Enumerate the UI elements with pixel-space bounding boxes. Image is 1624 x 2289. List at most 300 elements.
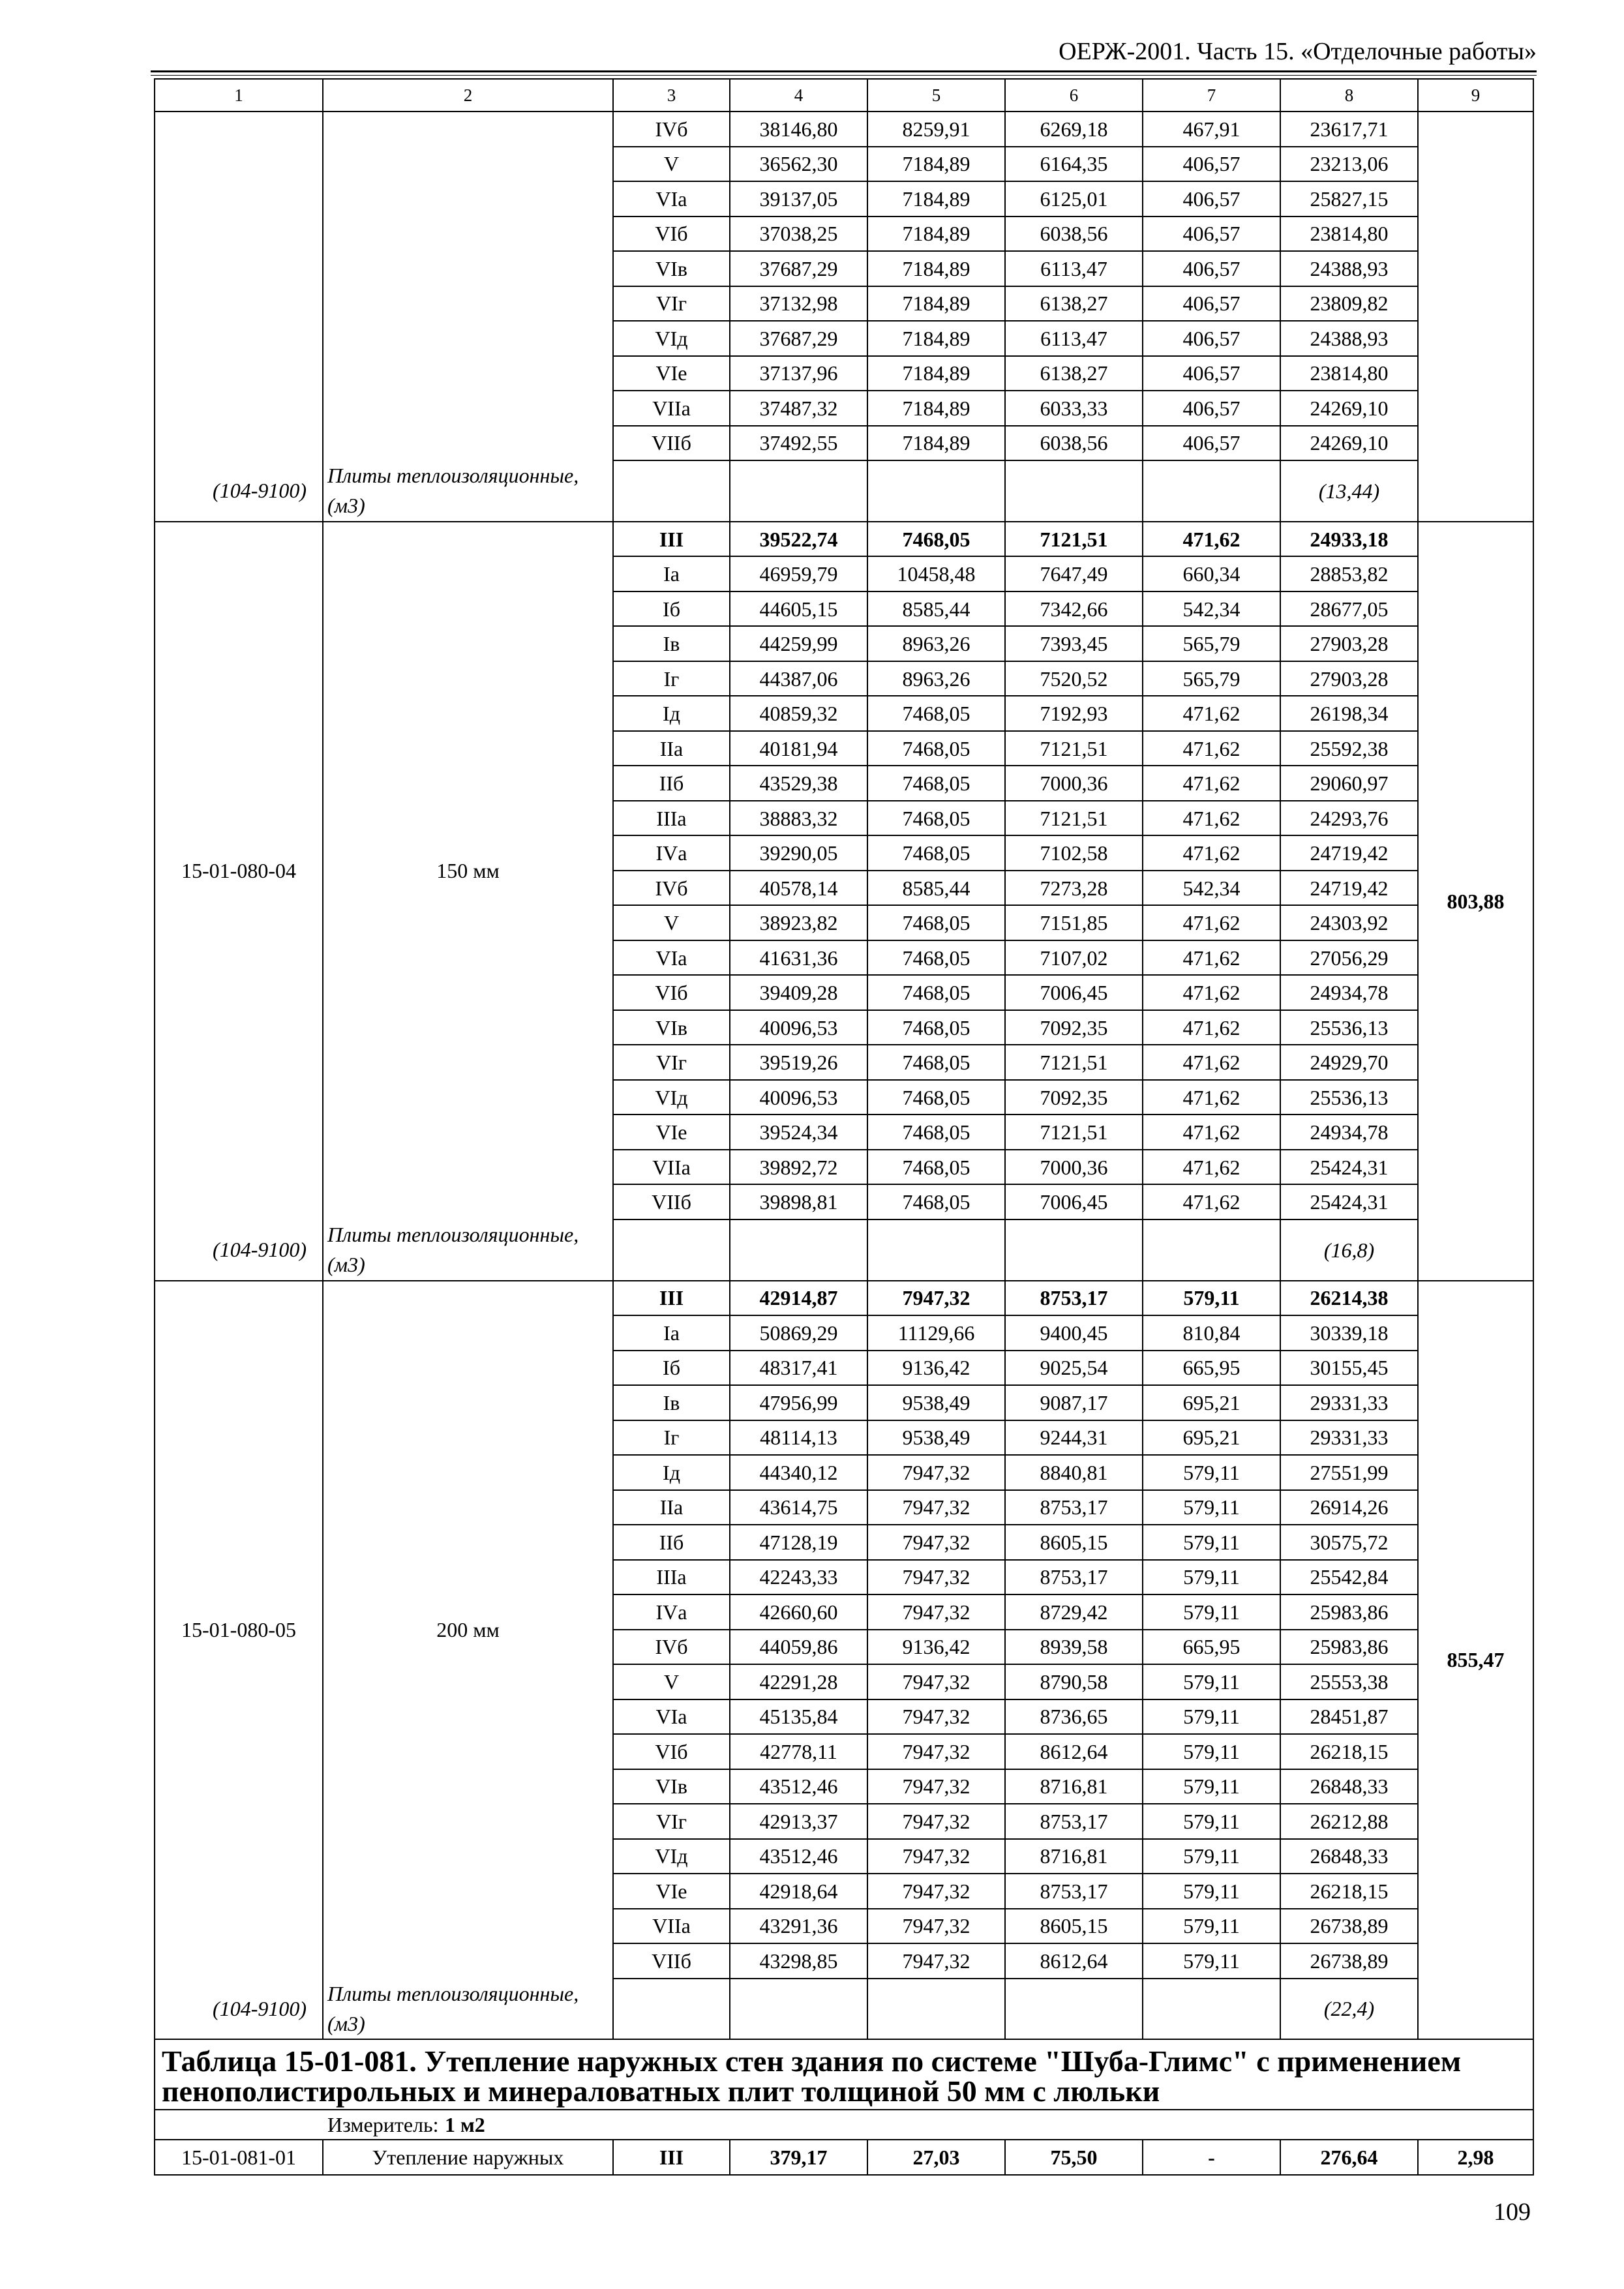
empty-cell	[1005, 460, 1143, 522]
region-cell: VIIб	[613, 1184, 730, 1219]
region-cell: Iд	[613, 1455, 730, 1490]
region-cell: Iб	[613, 1351, 730, 1386]
value-cell-c5: 7184,89	[867, 321, 1005, 356]
region-cell: VIг	[613, 286, 730, 322]
value-cell-c5: 7468,05	[867, 522, 1005, 557]
region-cell: VIг	[613, 1045, 730, 1080]
value-cell-c7: 471,62	[1143, 766, 1280, 801]
region-cell: IIIа	[613, 1560, 730, 1595]
value-cell-c6: 8716,81	[1005, 1769, 1143, 1804]
value-cell-c5: 7184,89	[867, 391, 1005, 426]
region-cell: VIIа	[613, 1150, 730, 1185]
value-cell-c7: 660,34	[1143, 556, 1280, 591]
column-header-row	[155, 79, 1533, 112]
region-cell: VIг	[613, 1804, 730, 1839]
value-cell-c4: 39290,05	[730, 835, 867, 871]
value-cell-c8: 24933,18	[1280, 522, 1418, 557]
material-name-cell	[323, 1979, 613, 2040]
value-cell-c7: 579,11	[1143, 1909, 1280, 1944]
value-cell-c6: 7121,51	[1005, 801, 1143, 836]
value-cell-c5: 9538,49	[867, 1385, 1005, 1420]
value-cell-c5: 8259,91	[867, 112, 1005, 147]
value-cell-c6: 6125,01	[1005, 181, 1143, 217]
value-cell-c5: 9136,42	[867, 1630, 1005, 1665]
value-cell-c4: 40578,14	[730, 871, 867, 906]
value-cell-c7: 471,62	[1143, 940, 1280, 976]
empty-cell	[613, 460, 730, 522]
region-cell: VIIа	[613, 391, 730, 426]
value-cell-c4: 39137,05	[730, 181, 867, 217]
value-cell-c6: 9087,17	[1005, 1385, 1143, 1420]
value-cell-c4: 37492,55	[730, 426, 867, 461]
value-cell-c5: 7947,32	[867, 1804, 1005, 1839]
value-cell-c6: 8605,15	[1005, 1909, 1143, 1944]
empty-cell	[1005, 1219, 1143, 1281]
material-qty-cell	[1280, 460, 1418, 522]
region-cell: VIб	[613, 217, 730, 252]
value-cell-c5: 27,03	[867, 2140, 1005, 2175]
value-cell-c8: 25983,86	[1280, 1594, 1418, 1630]
value-cell-c6: 7151,85	[1005, 905, 1143, 940]
value-cell-c7: 695,21	[1143, 1385, 1280, 1420]
value-cell-c8: 26738,89	[1280, 1943, 1418, 1979]
column-header: 8	[1280, 79, 1418, 112]
value-cell-c8: 30155,45	[1280, 1351, 1418, 1386]
material-code: (104-9100)	[213, 1996, 307, 2020]
region-cell: VIIа	[613, 1909, 730, 1944]
value-cell-c8: 23617,71	[1280, 112, 1418, 147]
value-cell-c5: 7947,32	[867, 1909, 1005, 1944]
region-cell: IIб	[613, 766, 730, 801]
value-cell-c8: 27551,99	[1280, 1455, 1418, 1490]
value-cell-c5: 7468,05	[867, 731, 1005, 766]
material-qty: (13,44)	[1318, 479, 1380, 503]
region-cell: VIа	[613, 940, 730, 976]
region-cell: VIа	[613, 1699, 730, 1735]
value-cell-c4: 38923,82	[730, 905, 867, 940]
value-cell-c6: 6113,47	[1005, 321, 1143, 356]
empty-cell	[1143, 1979, 1280, 2040]
value-cell-c6: 8753,17	[1005, 1804, 1143, 1839]
value-cell-c7: 579,11	[1143, 1594, 1280, 1630]
value-cell-c5: 8963,26	[867, 661, 1005, 696]
region-cell: VIа	[613, 181, 730, 217]
value-cell-c6: 7393,45	[1005, 626, 1143, 661]
empty-cell	[613, 1979, 730, 2040]
region-cell: VIIб	[613, 426, 730, 461]
material-code-cell	[155, 1979, 323, 2040]
value-cell-c8: 25827,15	[1280, 181, 1418, 217]
value-cell-c5: 9538,49	[867, 1420, 1005, 1456]
region-cell: VIб	[613, 1734, 730, 1769]
value-cell-c7: 579,11	[1143, 1560, 1280, 1595]
value-cell-c5: 10458,48	[867, 556, 1005, 591]
value-cell-c8: 24269,10	[1280, 426, 1418, 461]
region-cell: Iг	[613, 1420, 730, 1456]
value-cell-c4: 44059,86	[730, 1630, 867, 1665]
region-cell: VIб	[613, 975, 730, 1010]
region-cell: III	[613, 2140, 730, 2175]
empty-cell	[730, 460, 867, 522]
name-cell: Утепление наружных	[323, 2140, 613, 2175]
value-cell-c4: 38883,32	[730, 801, 867, 836]
value-cell-c4: 38146,80	[730, 112, 867, 147]
region-cell: IVа	[613, 1594, 730, 1630]
empty-cell	[1143, 1219, 1280, 1281]
value-cell-c5: 7947,32	[867, 1490, 1005, 1525]
value-cell-c6: 7102,58	[1005, 835, 1143, 871]
value-cell-c6: 8840,81	[1005, 1455, 1143, 1490]
value-cell-c5: 7468,05	[867, 1080, 1005, 1115]
value-cell-c8: 27056,29	[1280, 940, 1418, 976]
value-cell-c4: 45135,84	[730, 1699, 867, 1735]
value-cell-c8: 25424,31	[1280, 1184, 1418, 1219]
value-cell-c8: 30575,72	[1280, 1525, 1418, 1560]
value-cell-c7: 665,95	[1143, 1351, 1280, 1386]
value-cell-c4: 40859,32	[730, 696, 867, 731]
region-cell: V	[613, 147, 730, 182]
material-name: Плиты теплоизоляционные, (м3)	[327, 1222, 579, 1277]
value-cell-c7: 467,91	[1143, 112, 1280, 147]
value-cell-c4: 47956,99	[730, 1385, 867, 1420]
value-cell-c5: 7468,05	[867, 696, 1005, 731]
value-cell-c8: 24719,42	[1280, 871, 1418, 906]
name-cell-empty	[323, 112, 613, 460]
value-cell-c8: 25536,13	[1280, 1080, 1418, 1115]
value-cell-c4: 47128,19	[730, 1525, 867, 1560]
value-cell-c7: 406,57	[1143, 391, 1280, 426]
value-cell-c5: 7947,32	[867, 1943, 1005, 1979]
code-cell: 15-01-080-04	[155, 522, 323, 1219]
value-cell-c4: 43529,38	[730, 766, 867, 801]
total-cell: 2,98	[1418, 2140, 1533, 2175]
value-cell-c5: 7468,05	[867, 1184, 1005, 1219]
value-cell-c4: 39524,34	[730, 1115, 867, 1150]
value-cell-c7: 579,11	[1143, 1490, 1280, 1525]
value-cell-c7: 810,84	[1143, 1315, 1280, 1351]
value-cell-c7: 406,57	[1143, 356, 1280, 391]
value-cell-c7: 471,62	[1143, 835, 1280, 871]
value-cell-c7: 579,11	[1143, 1804, 1280, 1839]
value-cell-c4: 46959,79	[730, 556, 867, 591]
value-cell-c4: 42291,28	[730, 1664, 867, 1699]
value-cell-c5: 11129,66	[867, 1315, 1005, 1351]
value-cell-c8: 24269,10	[1280, 391, 1418, 426]
value-cell-c6: 6038,56	[1005, 426, 1143, 461]
value-cell-c4: 44387,06	[730, 661, 867, 696]
value-cell-c5: 7947,32	[867, 1594, 1005, 1630]
value-cell-c4: 43291,36	[730, 1909, 867, 1944]
material-row	[155, 460, 1533, 522]
value-cell-c8: 24388,93	[1280, 321, 1418, 356]
value-cell-c4: 42660,60	[730, 1594, 867, 1630]
value-cell-c6: 7121,51	[1005, 1115, 1143, 1150]
value-cell-c4: 39892,72	[730, 1150, 867, 1185]
value-cell-c7: 471,62	[1143, 975, 1280, 1010]
value-cell-c7: 565,79	[1143, 626, 1280, 661]
column-header: 1	[155, 79, 323, 112]
page-header: ОЕРЖ-2001. Часть 15. «Отделочные работы»	[1059, 38, 1537, 65]
value-cell-c8: 28853,82	[1280, 556, 1418, 591]
value-cell-c4: 37487,32	[730, 391, 867, 426]
value-cell-c8: 24293,76	[1280, 801, 1418, 836]
material-name: Плиты теплоизоляционные, (м3)	[327, 1981, 579, 2035]
value-cell-c5: 7947,32	[867, 1664, 1005, 1699]
material-qty-cell	[1280, 1219, 1418, 1281]
empty-cell	[1143, 460, 1280, 522]
value-cell-c7: 471,62	[1143, 1010, 1280, 1045]
value-cell-c7: 471,62	[1143, 696, 1280, 731]
column-header: 9	[1418, 79, 1533, 112]
empty-cell	[867, 1219, 1005, 1281]
value-cell-c8: 26738,89	[1280, 1909, 1418, 1944]
region-cell: VIв	[613, 251, 730, 286]
value-cell-c5: 9136,42	[867, 1351, 1005, 1386]
value-cell-c6: 8612,64	[1005, 1734, 1143, 1769]
value-cell-c8: 26218,15	[1280, 1874, 1418, 1909]
value-cell-c4: 36562,30	[730, 147, 867, 182]
column-header: 2	[323, 79, 613, 112]
value-cell-c5: 7184,89	[867, 251, 1005, 286]
value-cell-c4: 39522,74	[730, 522, 867, 557]
region-cell: V	[613, 905, 730, 940]
value-cell-c7: 471,62	[1143, 522, 1280, 557]
region-cell: VIд	[613, 321, 730, 356]
value-cell-c8: 25983,86	[1280, 1630, 1418, 1665]
value-cell-c8: 25553,38	[1280, 1664, 1418, 1699]
column-header: 4	[730, 79, 867, 112]
value-cell-c4: 48317,41	[730, 1351, 867, 1386]
value-cell-c7: 471,62	[1143, 1184, 1280, 1219]
value-cell-c4: 42778,11	[730, 1734, 867, 1769]
value-cell-c6: 6038,56	[1005, 217, 1143, 252]
value-cell-c7: 406,57	[1143, 181, 1280, 217]
value-cell-c7: 542,34	[1143, 871, 1280, 906]
value-cell-c7: 406,57	[1143, 217, 1280, 252]
value-cell-c5: 7468,05	[867, 940, 1005, 976]
material-code-cell	[155, 1219, 323, 1281]
value-cell-c8: 23814,80	[1280, 217, 1418, 252]
region-cell: VIв	[613, 1769, 730, 1804]
value-cell-c7: 579,11	[1143, 1281, 1280, 1316]
region-cell: VIIб	[613, 1943, 730, 1979]
value-cell-c5: 7947,32	[867, 1281, 1005, 1316]
page-number: 109	[1494, 2198, 1531, 2226]
value-cell-c7: 565,79	[1143, 661, 1280, 696]
value-cell-c7: 471,62	[1143, 1045, 1280, 1080]
region-cell: VIе	[613, 1115, 730, 1150]
value-cell-c6: 6113,47	[1005, 251, 1143, 286]
value-cell-c7: 406,57	[1143, 147, 1280, 182]
value-cell-c5: 7184,89	[867, 217, 1005, 252]
value-cell-c6: 8753,17	[1005, 1281, 1143, 1316]
region-cell: Iа	[613, 1315, 730, 1351]
value-cell-c7: 579,11	[1143, 1664, 1280, 1699]
region-cell: IVа	[613, 835, 730, 871]
value-cell-c4: 40181,94	[730, 731, 867, 766]
region-cell: Iд	[613, 696, 730, 731]
value-cell-c5: 7468,05	[867, 801, 1005, 836]
value-cell-c4: 42914,87	[730, 1281, 867, 1316]
price-table	[154, 78, 1534, 2176]
value-cell-c8: 28677,05	[1280, 591, 1418, 627]
region-cell: VIе	[613, 1874, 730, 1909]
region-cell: Iв	[613, 626, 730, 661]
value-cell-c5: 7947,32	[867, 1699, 1005, 1735]
value-cell-c6: 8939,58	[1005, 1630, 1143, 1665]
value-cell-c7: 579,11	[1143, 1525, 1280, 1560]
value-cell-c6: 7520,52	[1005, 661, 1143, 696]
total-cell-empty	[1418, 112, 1533, 522]
value-cell-c6: 7121,51	[1005, 1045, 1143, 1080]
total-cell: 855,47	[1418, 1281, 1533, 2040]
value-cell-c8: 276,64	[1280, 2140, 1418, 2175]
region-cell: VIв	[613, 1010, 730, 1045]
value-cell-c4: 43512,46	[730, 1839, 867, 1874]
code-cell: 15-01-081-01	[155, 2140, 323, 2175]
measure-label: Измеритель:	[327, 2113, 439, 2137]
value-cell-c8: 23814,80	[1280, 356, 1418, 391]
value-cell-c6: 9025,54	[1005, 1351, 1143, 1386]
region-cell: Iб	[613, 591, 730, 627]
region-cell: VIе	[613, 356, 730, 391]
value-cell-c7: 406,57	[1143, 426, 1280, 461]
value-cell-c4: 40096,53	[730, 1080, 867, 1115]
value-cell-c8: 26198,34	[1280, 696, 1418, 731]
value-cell-c5: 7468,05	[867, 1115, 1005, 1150]
region-cell: Iа	[613, 556, 730, 591]
value-cell-c7: 665,95	[1143, 1630, 1280, 1665]
measure-value: 1 м2	[445, 2113, 485, 2137]
value-cell-c4: 42243,33	[730, 1560, 867, 1595]
table-title-row	[155, 2039, 1533, 2110]
value-cell-c4: 50869,29	[730, 1315, 867, 1351]
value-cell-c5: 7947,32	[867, 1839, 1005, 1874]
value-cell-c5: 7947,32	[867, 1455, 1005, 1490]
column-header: 3	[613, 79, 730, 112]
region-cell: VIд	[613, 1080, 730, 1115]
value-cell-c7: 406,57	[1143, 321, 1280, 356]
value-cell-c5: 8585,44	[867, 871, 1005, 906]
value-cell-c6: 8736,65	[1005, 1699, 1143, 1735]
value-cell-c7: 579,11	[1143, 1874, 1280, 1909]
material-row	[155, 1979, 1533, 2040]
value-cell-c8: 25536,13	[1280, 1010, 1418, 1045]
column-header: 5	[867, 79, 1005, 112]
value-cell-c5: 7947,32	[867, 1525, 1005, 1560]
empty-cell	[867, 460, 1005, 522]
region-cell: IVб	[613, 871, 730, 906]
region-cell: V	[613, 1664, 730, 1699]
value-cell-c4: 44605,15	[730, 591, 867, 627]
value-cell-c8: 24929,70	[1280, 1045, 1418, 1080]
value-cell-c8: 26848,33	[1280, 1839, 1418, 1874]
header-rule-thin	[151, 75, 1537, 76]
value-cell-c5: 7468,05	[867, 766, 1005, 801]
value-cell-c6: 7342,66	[1005, 591, 1143, 627]
empty-cell	[730, 1979, 867, 2040]
value-cell-c5: 7184,89	[867, 286, 1005, 322]
material-code-cell	[155, 460, 323, 522]
header-rule	[151, 70, 1537, 72]
value-cell-c6: 7000,36	[1005, 766, 1143, 801]
name-cell: 200 мм	[323, 1281, 613, 1979]
value-cell-c8: 30339,18	[1280, 1315, 1418, 1351]
value-cell-c8: 26214,38	[1280, 1281, 1418, 1316]
value-cell-c8: 24719,42	[1280, 835, 1418, 871]
table-title: Таблица 15-01-081. Утепление наружных стен здания по системе "Шуба-Глимс" с применением пенополистирольных и минераловатных плит толщиной 50 мм с люльки	[155, 2039, 1533, 2110]
region-cell: IIа	[613, 731, 730, 766]
value-cell-c6: 8790,58	[1005, 1664, 1143, 1699]
value-cell-c7: 542,34	[1143, 591, 1280, 627]
region-cell: VIд	[613, 1839, 730, 1874]
value-cell-c4: 39409,28	[730, 975, 867, 1010]
material-code: (104-9100)	[213, 1238, 307, 1262]
value-cell-c5: 7468,05	[867, 1045, 1005, 1080]
value-cell-c8: 24303,92	[1280, 905, 1418, 940]
value-cell-c7: 406,57	[1143, 286, 1280, 322]
measure-row	[155, 2110, 1533, 2140]
value-cell-c8: 27903,28	[1280, 661, 1418, 696]
value-cell-c7: 579,11	[1143, 1839, 1280, 1874]
value-cell-c4: 37038,25	[730, 217, 867, 252]
value-cell-c5: 7947,32	[867, 1734, 1005, 1769]
value-cell-c6: 7092,35	[1005, 1010, 1143, 1045]
value-cell-c7: 471,62	[1143, 731, 1280, 766]
value-cell-c6: 6033,33	[1005, 391, 1143, 426]
value-cell-c7: 579,11	[1143, 1769, 1280, 1804]
region-cell: IIа	[613, 1490, 730, 1525]
value-cell-c4: 43614,75	[730, 1490, 867, 1525]
value-cell-c8: 23213,06	[1280, 147, 1418, 182]
value-cell-c6: 7006,45	[1005, 1184, 1143, 1219]
value-cell-c6: 6138,27	[1005, 286, 1143, 322]
value-cell-c6: 6138,27	[1005, 356, 1143, 391]
main-row	[155, 2140, 1533, 2175]
value-cell-c8: 24934,78	[1280, 1115, 1418, 1150]
code-cell: 15-01-080-05	[155, 1281, 323, 1979]
value-cell-c6: 9400,45	[1005, 1315, 1143, 1351]
value-cell-c6: 7121,51	[1005, 522, 1143, 557]
value-cell-c5: 7184,89	[867, 356, 1005, 391]
value-cell-c7: 471,62	[1143, 1115, 1280, 1150]
region-cell: III	[613, 522, 730, 557]
value-cell-c5: 7184,89	[867, 147, 1005, 182]
empty-cell	[613, 1219, 730, 1281]
value-cell-c6: 7647,49	[1005, 556, 1143, 591]
value-cell-c8: 26848,33	[1280, 1769, 1418, 1804]
value-cell-c8: 27903,28	[1280, 626, 1418, 661]
value-cell-c6: 7000,36	[1005, 1150, 1143, 1185]
value-cell-c8: 26914,26	[1280, 1490, 1418, 1525]
value-cell-c5: 7468,05	[867, 835, 1005, 871]
value-cell-c6: 75,50	[1005, 2140, 1143, 2175]
value-cell-c8: 28451,87	[1280, 1699, 1418, 1735]
name-cell: 150 мм	[323, 522, 613, 1219]
value-cell-c5: 7184,89	[867, 426, 1005, 461]
value-cell-c6: 9244,31	[1005, 1420, 1143, 1456]
region-cell: IIб	[613, 1525, 730, 1560]
value-cell-c4: 40096,53	[730, 1010, 867, 1045]
value-cell-c5: 7947,32	[867, 1769, 1005, 1804]
region-cell: III	[613, 1281, 730, 1316]
value-cell-c4: 37132,98	[730, 286, 867, 322]
code-cell-empty	[155, 112, 323, 460]
value-cell-c6: 8605,15	[1005, 1525, 1143, 1560]
region-cell: IVб	[613, 112, 730, 147]
value-cell-c6: 6164,35	[1005, 147, 1143, 182]
value-cell-c4: 379,17	[730, 2140, 867, 2175]
